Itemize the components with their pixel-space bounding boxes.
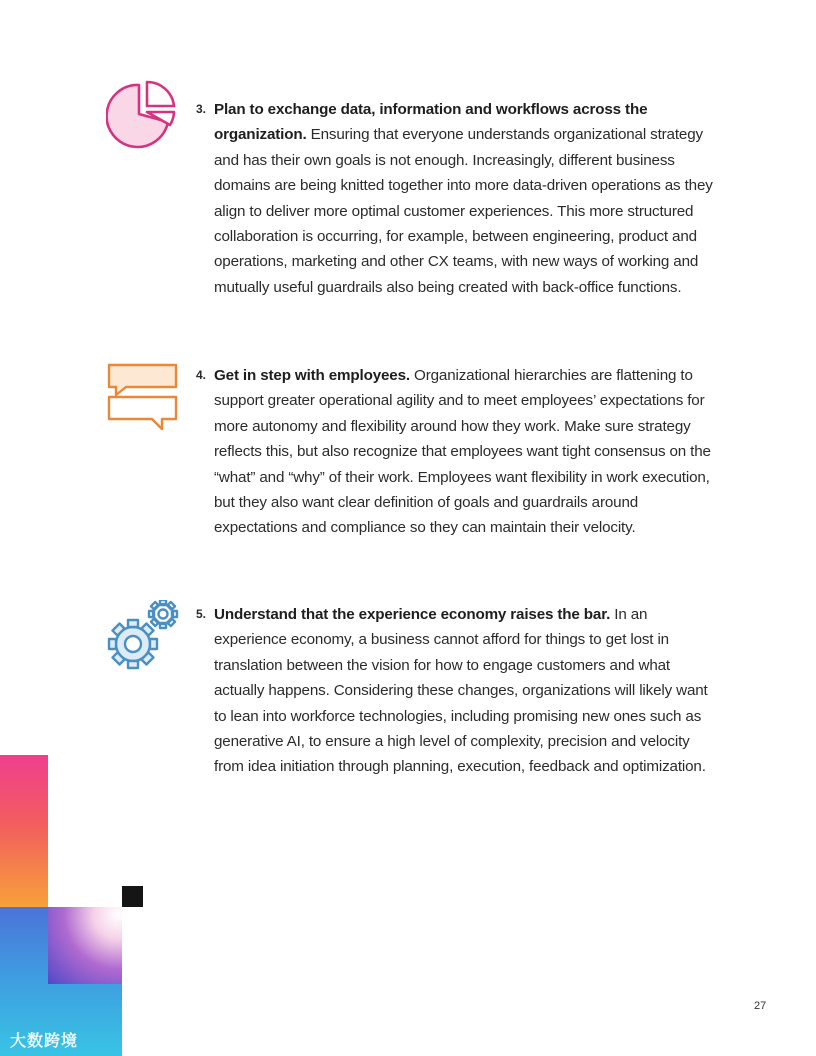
item-number: 5. xyxy=(196,607,207,621)
item-paragraph xyxy=(214,602,714,780)
item-paragraph xyxy=(214,363,714,541)
decorative-square xyxy=(122,886,143,907)
item-body: In an experience economy, a business cannot afford for things to get lost in translation between the vision for how to engage customers and what actually happens. Considering these changes, organizations will likely want to lean into workforce technologies, including promising new ones such as generative AI, to ensure a high level of complexity, precision and velocity from idea initiation through planning, execution, feedback and optimization. xyxy=(214,606,708,776)
watermark-text: 大数跨境 xyxy=(10,1033,79,1050)
decorative-gradient-block xyxy=(0,755,48,907)
item-heading: Get in step with employees. xyxy=(214,367,410,384)
decorative-gradient-block xyxy=(48,907,122,984)
item-heading: Understand that the experience economy raises the bar. xyxy=(214,606,611,623)
item-body: Ensuring that everyone understands organizational strategy and has their own goals is not enough. Increasingly, different business domains are being knitted together into more data-driven operations as they align to deliver more optimal customer experiences. This more structured collaboration is occurring, for example, between engineering, product and operations, marketing and other CX teams, with new ways of working and mutually useful guardrails also being created with back-office functions. xyxy=(214,126,713,296)
item-paragraph xyxy=(214,97,714,300)
item-body: Organizational hierarchies are flattening to support greater operational agility and to meet employees’ expectations for more autonomy and flexibility around how they work. Make sure strategy reflects this, but also recognize that employees want tight consensus on the “what” and “why” of their work. Employees want flexibility in work execution, but they also want clear definition of goals and guardrails around expectations and compliance so they can maintain their velocity. xyxy=(214,367,711,537)
pie-chart-icon xyxy=(106,79,178,151)
item-heading: Plan to exchange data, information and workflows across the organization. xyxy=(214,101,648,144)
item-number: 3. xyxy=(196,102,207,116)
page-number: 27 xyxy=(754,1000,767,1012)
gears-icon xyxy=(104,600,186,674)
chat-bubbles-icon xyxy=(106,363,180,433)
item-number: 4. xyxy=(196,368,207,382)
